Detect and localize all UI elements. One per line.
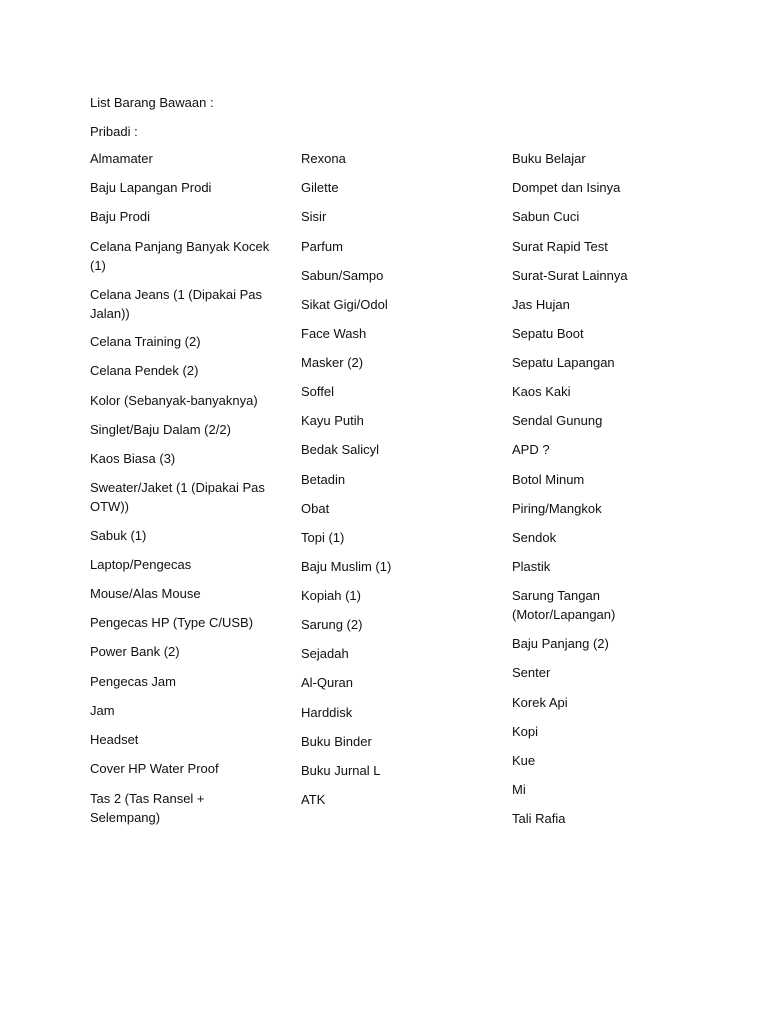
list-item: Sejadah [301, 646, 349, 661]
document-heading: List Barang Bawaan : [90, 95, 214, 110]
list-item: Tali Rafia [512, 811, 566, 826]
list-item: Betadin [301, 472, 346, 487]
list-item: Sabuk (1) [90, 528, 147, 543]
list-item: Baju Panjang (2) [512, 636, 609, 651]
list-item: Korek Api [512, 695, 568, 710]
list-item: Kopiah (1) [301, 588, 361, 603]
list-item: Dompet dan Isinya [512, 180, 621, 195]
list-item: Buku Jurnal L [301, 763, 381, 778]
list-item: Kayu Putih [301, 413, 364, 428]
list-item: Power Bank (2) [90, 644, 180, 659]
list-item: Sabun Cuci [512, 209, 580, 224]
list-item: Kaos Biasa (3) [90, 451, 176, 466]
list-item: Pengecas Jam [90, 674, 176, 689]
list-item: Sendal Gunung [512, 413, 603, 428]
list-item: Botol Minum [512, 472, 585, 487]
list-item: Masker (2) [301, 355, 364, 370]
list-item: Topi (1) [301, 530, 345, 545]
list-item: Baju Muslim (1) [301, 559, 392, 574]
list-item: Kopi [512, 724, 539, 739]
list-item: Plastik [512, 559, 551, 574]
list-item: Senter [512, 665, 551, 680]
list-item: Gilette [301, 180, 339, 195]
list-item: Sarung Tangan (Motor/Lapangan) [512, 588, 616, 622]
list-item: APD ? [512, 442, 550, 457]
list-item: Headset [90, 732, 139, 747]
list-item: Mi [512, 782, 526, 797]
list-item: Bedak Salicyl [301, 442, 380, 457]
list-item: Celana Panjang Banyak Kocek (1) [90, 239, 270, 273]
list-item: Sikat Gigi/Odol [301, 297, 388, 312]
list-item: Sepatu Boot [512, 326, 584, 341]
list-item: Buku Binder [301, 734, 372, 749]
list-item: Singlet/Baju Dalam (2/2) [90, 422, 231, 437]
list-item: Celana Training (2) [90, 334, 201, 349]
list-item: Kolor (Sebanyak-banyaknya) [90, 393, 258, 408]
list-item: Celana Jeans (1 (Dipakai Pas Jalan)) [90, 287, 262, 321]
list-item: Mouse/Alas Mouse [90, 586, 201, 601]
list-item: Sabun/Sampo [301, 268, 384, 283]
list-item: Al-Quran [301, 675, 354, 690]
list-item: Baju Lapangan Prodi [90, 180, 212, 195]
section-heading-pribadi: Pribadi : [90, 124, 138, 139]
list-item: Sarung (2) [301, 617, 363, 632]
list-item: Celana Pendek (2) [90, 363, 199, 378]
list-item: Obat [301, 501, 330, 516]
list-item: Kue [512, 753, 536, 768]
list-item: Sweater/Jaket (1 (Dipakai Pas OTW)) [90, 480, 265, 514]
list-item: Buku Belajar [512, 151, 586, 166]
list-item: Harddisk [301, 705, 353, 720]
list-item: Tas 2 (Tas Ransel + Selempang) [90, 791, 205, 825]
list-item: Kaos Kaki [512, 384, 571, 399]
list-item: Sepatu Lapangan [512, 355, 615, 370]
list-item: Pengecas HP (Type C/USB) [90, 615, 254, 630]
list-item: Face Wash [301, 326, 367, 341]
list-item: Rexona [301, 151, 346, 166]
list-item: Jas Hujan [512, 297, 570, 312]
list-item: Cover HP Water Proof [90, 761, 219, 776]
list-item: Surat-Surat Lainnya [512, 268, 628, 283]
list-item: ATK [301, 792, 326, 807]
list-item: Surat Rapid Test [512, 239, 608, 254]
list-item: Sisir [301, 209, 327, 224]
list-item: Piring/Mangkok [512, 501, 602, 516]
list-item: Parfum [301, 239, 343, 254]
list-item: Jam [90, 703, 115, 718]
list-item: Almamater [90, 151, 153, 166]
list-item: Baju Prodi [90, 209, 150, 224]
list-item: Sendok [512, 530, 557, 545]
list-item: Soffel [301, 384, 335, 399]
list-item: Laptop/Pengecas [90, 557, 192, 572]
